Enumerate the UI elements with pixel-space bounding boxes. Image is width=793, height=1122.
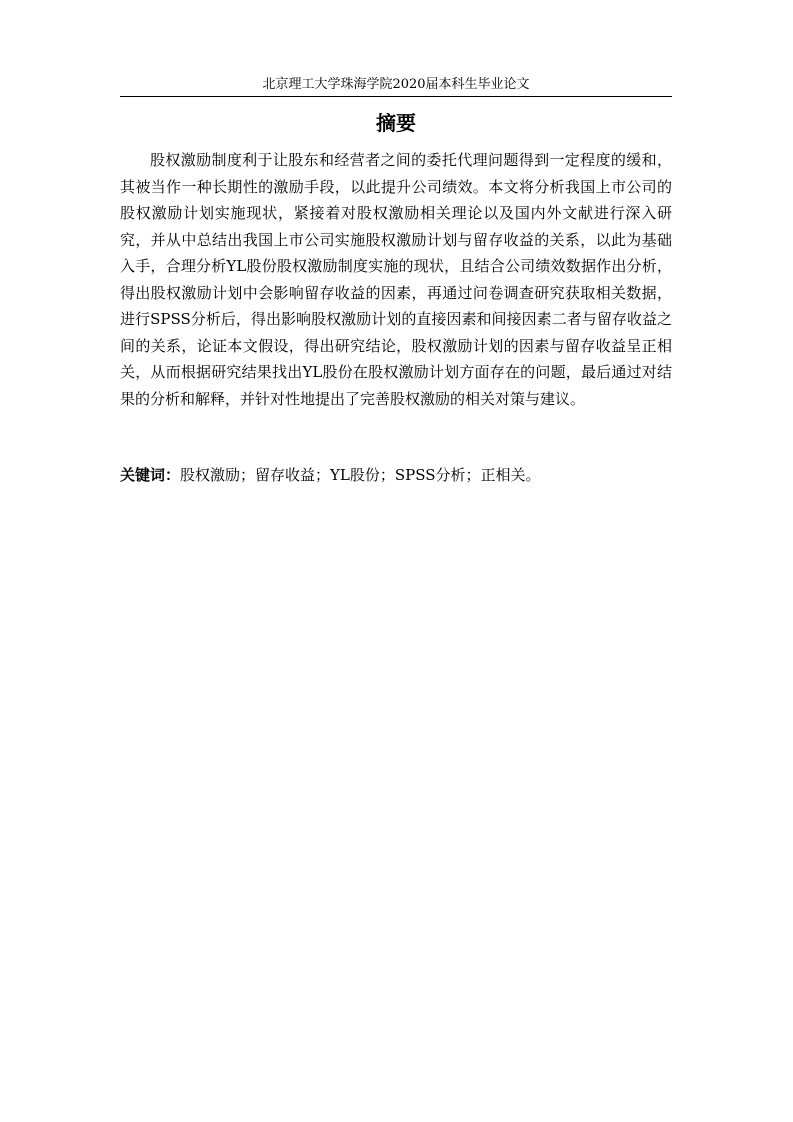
header-rule (120, 96, 672, 97)
keywords-line (120, 462, 672, 488)
abstract-title: 摘要 (376, 111, 416, 135)
abstract-body: 股权激励制度利于让股东和经营者之间的委托代理问题得到一定程度的缓和，其被当作一种长期性的激励手段，以此提升公司绩效。本文将分析我国上市公司的股权激励计划实施现状，紧接着对股权激励相关理论以及国内外文献进行深入研究，并从中总结出我国上市公司实施股权激励计划与留存收益的关系，以此为基础入手，合理分析YL股份股权激励制度实施的现状，且结合公司绩效数据作出分析，得出股权激励计划中会影响留存收益的因素，再通过问卷调查研究获取相关数据，进行SPSS分析后，得出影响股权激励计划的直接因素和间接因素二者与留存收益之间的关系，论证本文假设，得出研究结论，股权激励计划的因素与留存收益呈正相关，从而根据研究结果找出YL股份在股权激励计划方面存在的问题，最后通过对结果的分析和解释，并针对性地提出了完善股权激励的相关对策与建议。 (120, 151, 672, 408)
keywords-label: 关键词： (120, 466, 181, 484)
running-header: 北京理工大学珠海学院2020届本科生毕业论文 (262, 77, 530, 92)
keywords-value: 股权激励；留存收益；YL股份；SPSS分析；正相关。 (180, 466, 541, 484)
